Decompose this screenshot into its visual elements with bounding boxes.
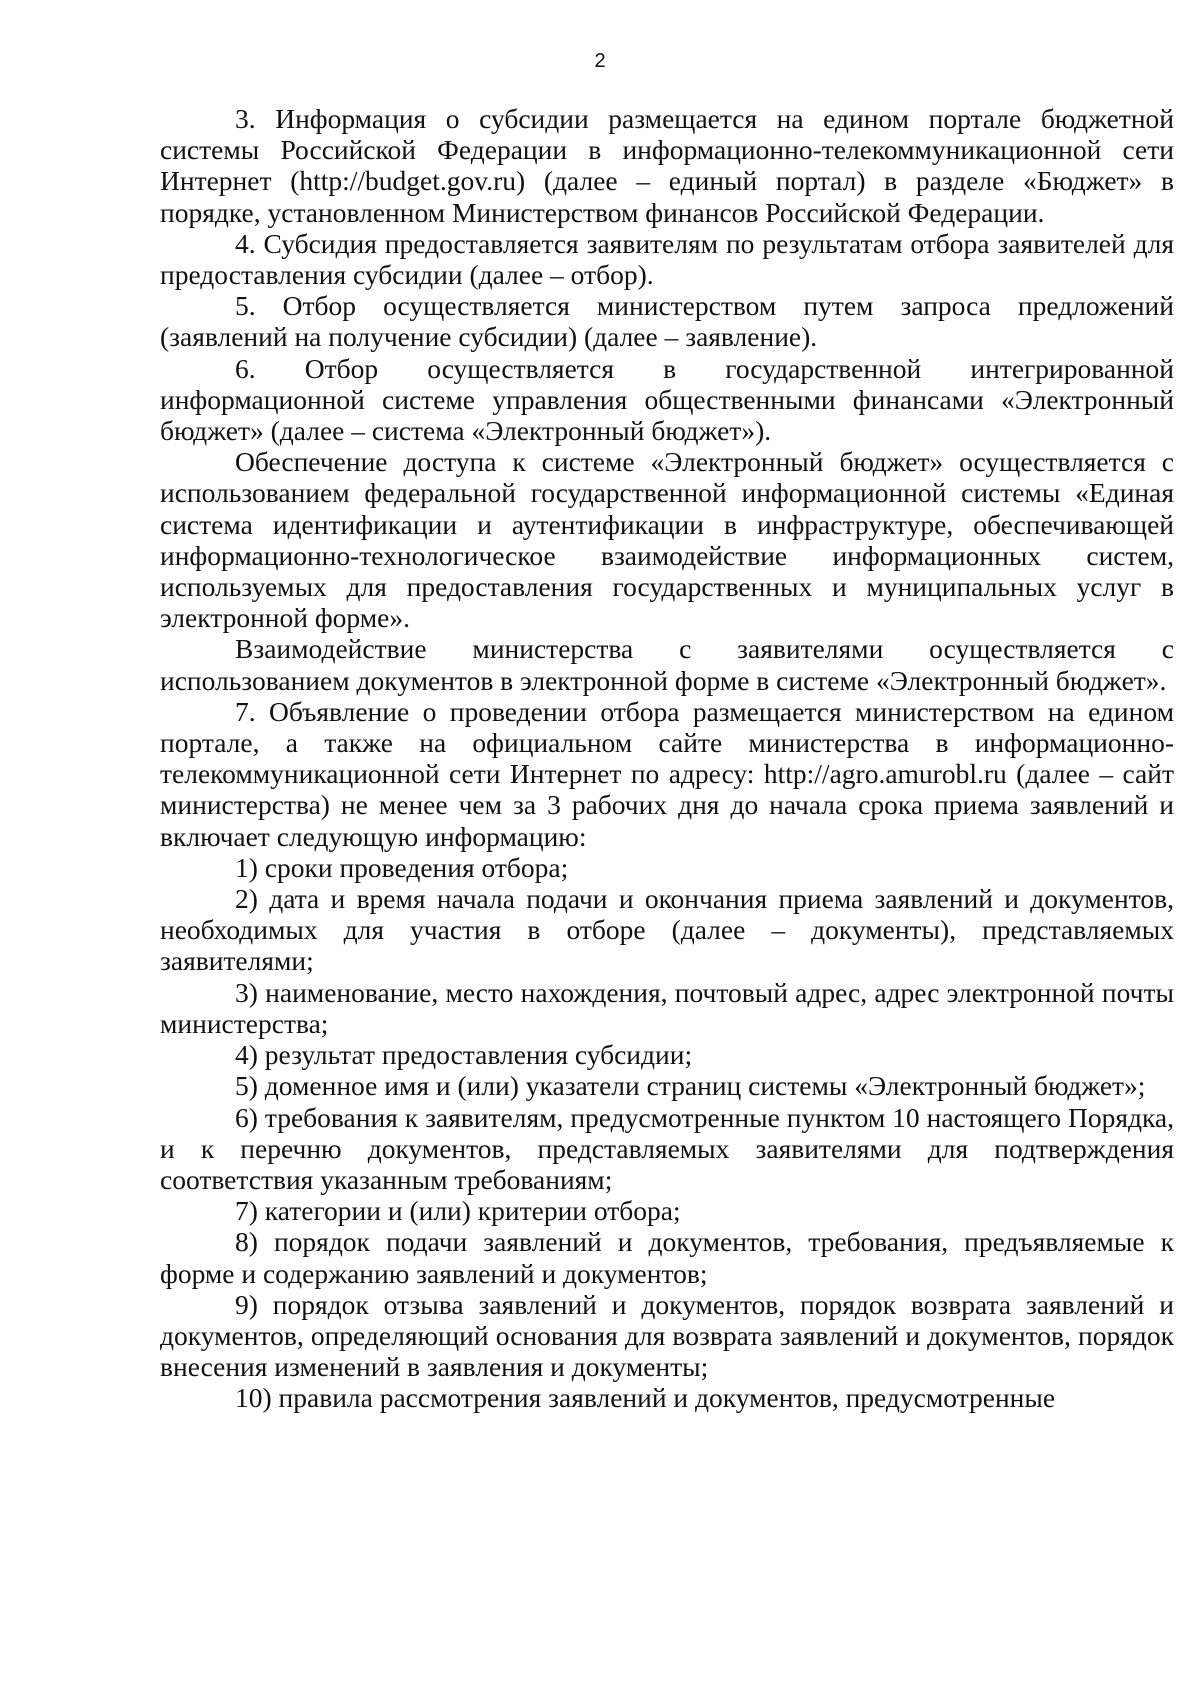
list-item-3: 3) наименование, место нахождения, почтовый адрес, адрес электронной почты министерства; — [160, 976, 1174, 1039]
list-item-1: 1) сроки проведения отбора; — [235, 851, 569, 883]
paragraph-interaction: Взаимодействие министерства с заявителями осуществляется с использованием документов в электронной форме в системе «Электронный бюджет». — [160, 633, 1174, 696]
document-body — [160, 103, 1174, 1414]
paragraph-access: Обеспечение доступа к системе «Электронный бюджет» осуществляется с использованием федеральной государственной информационной системы «Единая система идентификации и аутентификации в инфраструктуре, обеспечивающей информационно-технологическое взаимодействие информационных систем, используемых для предоставления государственных и муниципальных услуг в электронной форме». — [160, 446, 1174, 634]
list-item-5: 5) доменное имя и (или) указатели страниц системы «Электронный бюджет»; — [235, 1070, 1146, 1102]
list-item-6: 6) требования к заявителям, предусмотренные пунктом 10 настоящего Порядка, и к перечню документов, представляемых заявителями для подтверждения соответствия указанным требованиям; — [160, 1101, 1174, 1195]
list-item-4: 4) результат предоставления субсидии; — [235, 1039, 693, 1071]
list-item-9: 9) порядок отзыва заявлений и документов, порядок возврата заявлений и документов, определяющий основания для возврата заявлений и документов, порядок внесения изменений в заявления и документы; — [160, 1288, 1174, 1383]
list-item-8: 8) порядок подачи заявлений и документов, требования, предъявляемые к форме и содержанию заявлений и документов; — [160, 1226, 1174, 1289]
paragraph-item-7: 7. Объявление о проведении отбора размещается министерством на едином портале, а также на официальном сайте министерства в информационно-телекоммуникационной сети Интернет по адресу: http://agro.amurobl.ru (далее – сайт министерства) не менее чем за 3 рабочих дня до начала срока приема заявлений и включает следующую информацию: — [160, 695, 1174, 852]
paragraph-item-6: 6. Отбор осуществляется в государственной интегрированной информационной системе управления общественными финансами «Электронный бюджет» (далее – система «Электронный бюджет»). — [160, 352, 1174, 447]
page-number: 2 — [594, 50, 606, 72]
paragraph-item-3: 3. Информация о субсидии размещается на едином портале бюджетной системы Российской Федерации в информационно-телекоммуникационной сети Интернет (http://budget.gov.ru) (далее – единый портал) в разделе «Бюджет» в порядке, установленном Министерством финансов Российской Федерации. — [160, 103, 1174, 228]
paragraph-item-5: 5. Отбор осуществляется министерством путем запроса предложений (заявлений на получение субсидии) (далее – заявление). — [160, 290, 1174, 353]
list-item-10: 10) правила рассмотрения заявлений и документов, предусмотренные — [235, 1382, 1056, 1414]
list-item-2: 2) дата и время начала подачи и окончания приема заявлений и документов, необходимых для участия в отборе (далее – документы), представляемых заявителями; — [160, 883, 1174, 977]
list-item-7: 7) категории и (или) критерии отбора; — [235, 1195, 681, 1227]
paragraph-item-4: 4. Субсидия предоставляется заявителям по результатам отбора заявителей для предоставления субсидии (далее – отбор). — [160, 227, 1174, 291]
